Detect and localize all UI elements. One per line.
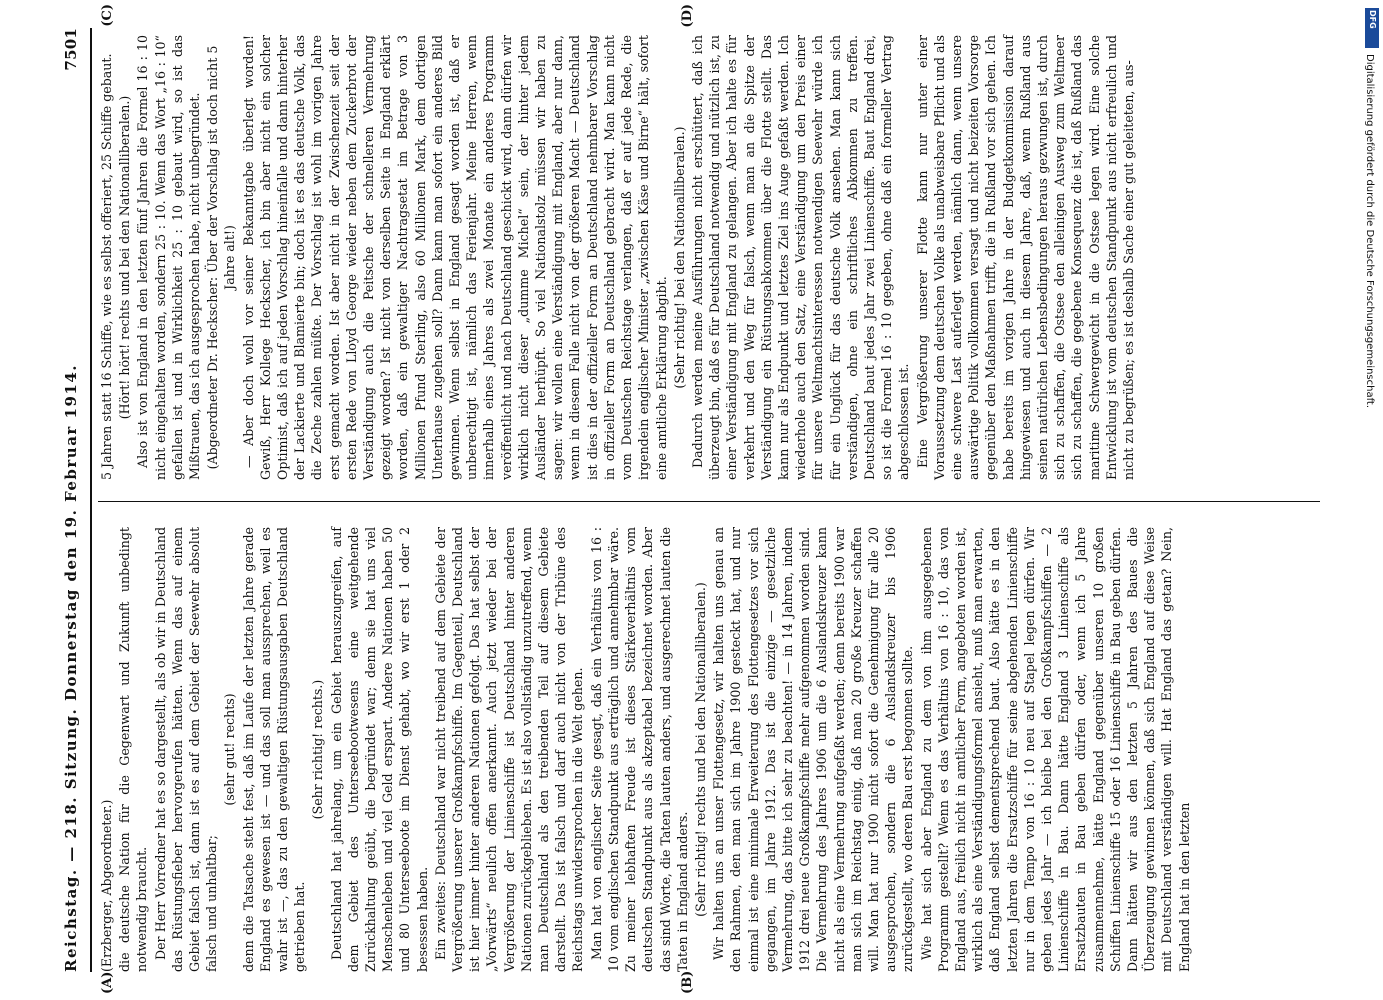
paragraph: Wie hat sich aber England zu dem von ihm ausgegebenen Programm gestellt? Wenn es das Verhältnis von 16 : 10, das von England aus, freilich nicht in amtlicher Form, angeboten worden ist, wirklich als eine Verständigungsformel ansieht, muß man erwarten, daß England selbst dementsprechend baut. Also hätte es in den letzten Jahren die Ersatzschiffe für seine abgehenden Linienschiffe nur in dem Tempo von 16 : 10 neu auf Stapel legen dürfen. Wir geben jedes Jahr — ich bleibe bei den Großkampfschiffen — 2 Linienschiffe in Bau. Dann hätte England 3 Linienschiffe als Ersatzbauten in Bau geben dürfen oder, wenn ich 5 Jahre zusammennehme, hätte England gegenüber unseren 10 großen Schiffen Linienschiffe 15 oder 16 Linienschiffe in Bau geben dürfen. Dann hätten wir aus den letzten 5 Jahren des Baues die Überzeugung gewinnen können, daß sich England auf diese Weise mit Deutschland verständigen will. Hat England das getan? Nein, England hat in den letzten [918, 527, 1192, 972]
margin-marker-a: (A) [100, 971, 115, 994]
paragraph: Dadurch werden meine Ausführungen nicht erschüttert, daß ich überzeugt bin, daß es für Deutschland notwendig und nützlich ist, zu einer Verständigung mit England zu gelangen. Aber ich halte es für verkehrt und den Weg für falsch, wenn man an die Spitze der Verständigung ein Rüstungsabkommen über die Flotte stellt. Das kann nur als Endpunkt und letztes Ziel ins Auge gefaßt werden. Ich wiederhole auch den Satz, eine Verständigung um den Preis einer für unsere Weltmachtsinteressen notwendigen Seewehr würde ich für ein Unglück für das deutsche Volk ansehen. Man kann sich verständigen, ohne ein schriftliches Abkommen zu treffen. Deutschland baut jedes Jahr zwei Linienschiffe. Baut England drei, so ist die Formel 16 : 10 gegeben, ohne daß ein formeller Vertrag abgeschlossen ist. [689, 35, 912, 480]
header-rule [90, 28, 92, 972]
interjection: (Abgeordneter Dr. Heckscher: Über der Vorschlag ist doch nicht 5 Jahre alt!) [205, 45, 238, 470]
interjection: (Sehr richtig! rechts und bei den Nationalliberalen.) [692, 582, 708, 917]
paragraph: Deutschland hat jahrelang, um ein Gebiet herauszugreifen, auf dem Gebiet des Unterseebootwesens eine weitgehende Zurückhaltung geübt, die begründet war; denn sie hat uns viel Menschenleben und viel Geld erspart. Andere Nationen haben 50 und 80 Unterseeboote im Dienst gehabt, wo wir erst 1 oder 2 besessen haben. [328, 527, 430, 972]
speaker-label: (Erzberger, Abgeordneter.) [99, 799, 114, 972]
paragraph: die deutsche Nation für die Gegenwart und Zukunft unbedingt notwendig braucht. [117, 527, 150, 972]
paragraph: Also ist von England in den letzten fünf Jahren die Formel 16 : 10 nicht eingehalten worden, sondern 25 : 10. Wenn das Wort „16 : 10“ gefallen ist und in Wirklichkeit 25 : 10 gebaut wird, so ist das Mißtrauen, das ich ausgesprochen habe, nicht unbegründet. [135, 35, 203, 480]
column-divider [98, 501, 1320, 502]
margin-marker-b: (B) [680, 970, 695, 994]
margin-marker-c: (C) [100, 4, 115, 27]
paragraph: Wir halten uns an unser Flottengesetz, wir halten uns genau an den Rahmen, den man sich im Jahre 1900 gesteckt hat, und nur einmal ist eine minimale Erweiterung des Flottengesetzes vor sich gegangen, im Jahre 1912. Das ist die einzige — gesetzliche Vermehrung, das bitte ich sehr zu beachten! — in 14 Jahren, indem 1912 drei neue Großkampfschiffe mehr aufgenommen worden sind. Die Vermehrung des Jahres 1906 um die 6 Auslandskreuzer kann nicht als eine Vermehrung aufgefaßt werden; denn bereits 1900 war man sich im Reichstag einig, daß man 20 große Kreuzer schaffen will. Man hat nur 1900 nicht sofort die Genehmigung für alle 20 ausgesprochen, sondern die 6 Auslandskreuzer bis 1906 zurückgestellt, wo deren Bau erst begonnen sollte. [711, 527, 916, 972]
margin-marker-d: (D) [680, 4, 695, 28]
left-column [98, 527, 1194, 972]
header-title: Reichstag. — 218. Sitzung. Donnerstag den 19. Februar 1914. [62, 363, 80, 972]
page-number: 7501 [62, 28, 80, 71]
page-header [62, 28, 88, 972]
interjection: (Sehr richtig! rechts.) [310, 679, 326, 820]
interjection: (Hört! hört! rechts und bei den Nationalliberalen.) [117, 95, 133, 420]
dfg-logo: DFG [1365, 8, 1379, 48]
paragraph: denn die Tatsache steht fest, daß im Laufe der letzten Jahre gerade England es gewesen ist — und das soll man aussprechen, weil es wahr ist —, das zu den gewaltigen Rüstungsausgaben Deutschland getrieben hat. [240, 527, 308, 972]
credit-text: Digitalisierung gefördert durch die Deutsche Forschungsgemeinschaft. [1364, 54, 1375, 409]
interjection: (sehr gut! rechts) [222, 693, 238, 806]
paragraph: — Aber doch wohl vor seiner Bekanntgabe überlegt worden! Gewiß, Herr Kollege Heckscher, ich bin aber nicht ein solcher Optimist, daß ich auf jeden Vorschlag hineinfalle und dann hinterher der Lackierte und Blamierte bin; doch ist es das deutsche Volk, das die Zeche zahlen müßte. Der Vorschlag ist wohl im vorigen Jahre erst gemacht worden. Ist aber nicht in der Zwischenzeit seit der ersten Rede von Lloyd George wieder neben dem Zuckerbrot der Verständigung auch die Peitsche der schnelleren Vermehrung gezeigt worden? Ist nicht von derselben Seite in England erklärt worden, daß ein gewaltiger Nachtragsetat im Betrage von 3 Millionen Pfund Sterling, also 60 Millionen Mark, dem dortigen Unterhause zugehen soll? Dann kann man sofort ein anderes Bild gewinnen. Wenn selbst in England gesagt worden ist, daß er unberechtigt ist, nämlich das Ferienjahr. Meine Herren, wenn innerhalb eines Jahres als zwei Monate ein anderes Programm veröffentlicht und nach Deutschland geschickt wird, dann dürfen wir wirklich nicht dieser „dumme Michel“ sein, der hinter jedem Ausländer herhüpft. So viel Nationalstolz müssen wir haben zu sagen: wir wollen eine Verständigung mit England, aber nur dann, wenn in diesem Falle nicht von der größeren Macht — Deutschland ist dies in der offizieller Form an Deutschland nehmbarer Vorschlag in offizieller Form an Deutschland gebracht wird. Man kann nicht vom Deutschen Reichstage verlangen, daß er auf jede Rede, die irgendein englischer Minister „zwischen Käse und Birne“ hält, sofort eine amtliche Erklärung abgibt. [240, 35, 669, 480]
paragraph: Eine Vergrößerung unserer Flotte kann nur unter einer Voraussetzung dem deutschen Volke als unabweisbare Pflicht und als eine schwere Last auferlegt werden, nämlich dann, wenn unsere auswärtige Politik vollkommen versagt und nicht beizeiten Vorsorge gegenüber den Maßnahmen trifft, die in Rußland vor sich gehen. Ich habe bereits im vorigen Jahre in der Budgetkommission darauf hingewiesen und auch in diesem Jahre, daß, wenn Rußland aus seinen natürlichen Lebensbedingungen heraus gezwungen ist, durch sich zu schaffen, die Ostsee den alleinigen Ausweg zum Weltmeer sich zu schaffen, die gegebene Konsequenz die ist, daß Rußland das maritime Schwergewicht in die Ostsee legen wird. Eine solche Entwicklung ist vom deutschen Standpunkt aus nicht erfreulich und nicht zu begrüßen; es ist deshalb Sache einer gut geleiteten, aus- [914, 35, 1136, 480]
digitization-credit [1361, 54, 1379, 814]
paragraph: Man hat von englischer Seite gesagt, daß ein Verhältnis von 16 : 10 vom englischen Standpunkt aus erträglich und annehmbar wäre. Zu meiner lebhaften Freude ist dieses Stärkeverhältnis vom deutschen Standpunkt aus als akzeptabel bezeichnet worden. Aber das sind Worte, die Taten lauten anders, und ausgerechnet lauten die Taten in England anders. [588, 527, 690, 972]
paragraph: Ein zweites: Deutschland war nicht treibend auf dem Gebiete der Vergrößerung unserer Großkampfschiffe. Im Gegenteil, Deutschland ist hier immer hinter anderen Nationen gefolgt. Das hat selbst der „Vorwärts“ neulich offen anerkannt. Auch jetzt wieder bei der Vergrößerung der Linienschiffe ist Deutschland hinter anderen Nationen zurückgeblieben. Es ist also vollständig unzutreffend, wenn man Deutschland als den treibenden Teil auf diesem Gebiete darstellt. Das ist falsch und darf auch nicht von der Tribüne des Reichstags unwidersprochen in die Welt gehen. [432, 527, 586, 972]
right-column [98, 35, 1138, 480]
paragraph: Der Herr Vorredner hat es so dargestellt, als ob wir in Deutschland das Rüstungsfieber hervorgerufen hätten. Wenn das auf einem Gebiet falsch ist, dann ist es auf dem Gebiet der Seewehr absolut falsch und unhaltbar; [152, 527, 220, 972]
interjection: (Sehr richtig! bei den Nationalliberalen.) [671, 126, 687, 389]
paragraph: 5 Jahren statt 16 Schiffe, wie es selbst offeriert, 25 Schiffe gebaut. [99, 53, 114, 480]
document-page [40, 0, 1340, 1000]
